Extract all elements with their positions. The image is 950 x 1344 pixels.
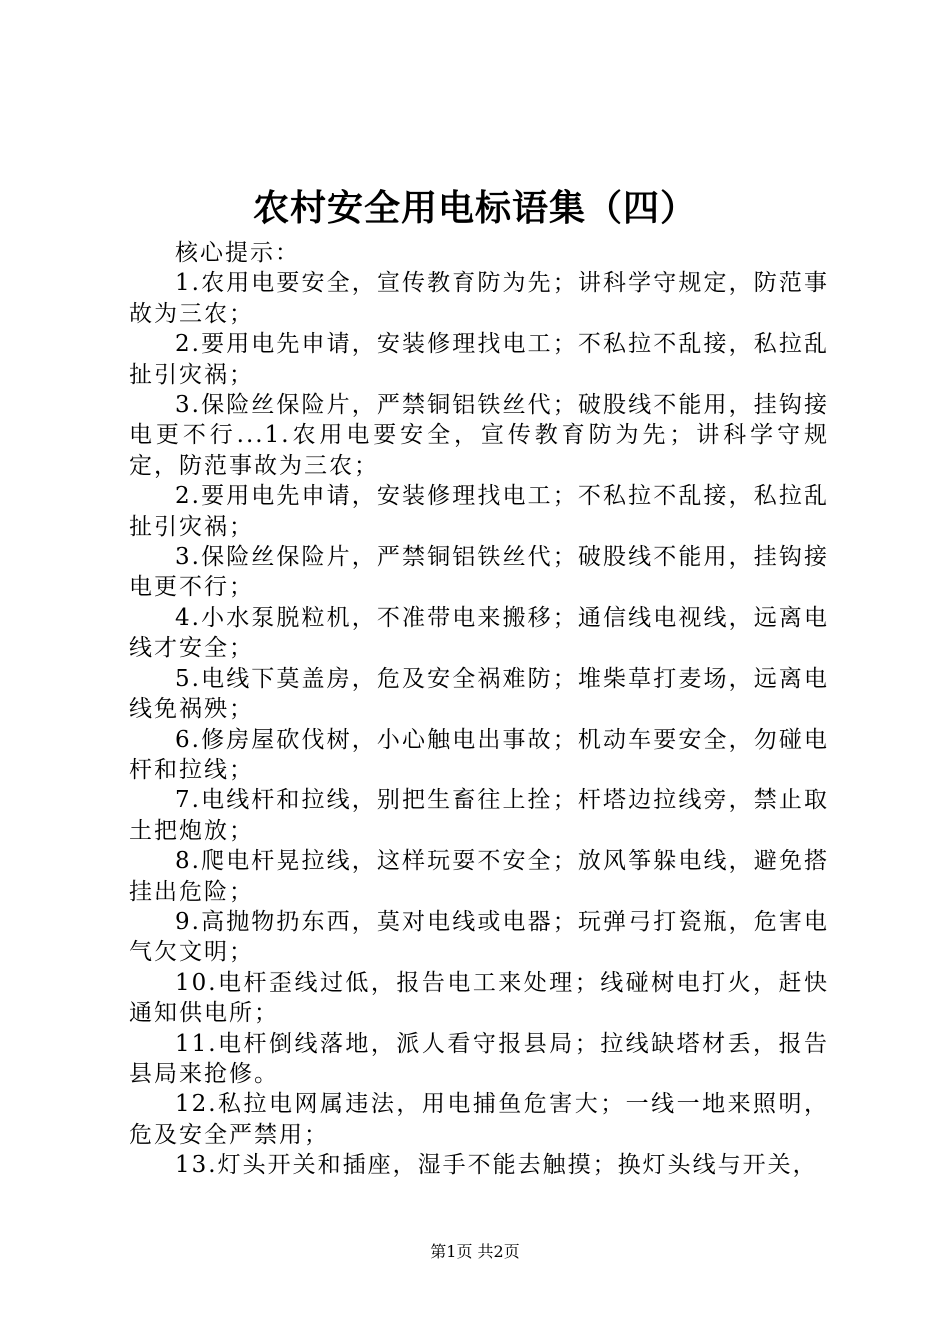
paragraph-item: 10.电杆歪线过低，报告电工来处理；线碰树电打火，赶快通知供电所； <box>129 969 829 1027</box>
paragraph-item: 3.保险丝保险片，严禁铜铝铁丝代；破股线不能用，挂钩接电更不行； <box>129 544 829 601</box>
paragraph-item: 3.保险丝保险片，严禁铜铝铁丝代；破股线不能用，挂钩接电更不行...1.农用电要安全，宣传教育防为先；讲科学守规定，防范事故为三农； <box>129 392 829 479</box>
paragraph-intro: 核心提示： <box>175 240 300 266</box>
paragraph-item: 2.要用电先申请，安装修理找电工；不私拉不乱接，私拉乱扯引灾祸； <box>129 331 829 388</box>
paragraph-item: 6.修房屋砍伐树，小心触电出事故；机动车要安全，勿碰电杆和拉线； <box>129 726 829 783</box>
page-footer: 第1页 共2页 <box>430 1242 520 1261</box>
paragraph-item: 5.电线下莫盖房，危及安全祸难防；堆柴草打麦场，远离电线免祸殃； <box>129 665 829 723</box>
paragraph-item: 12.私拉电网属违法，用电捕鱼危害大；一线一地来照明，危及安全严禁用； <box>129 1091 829 1148</box>
document-title: 农村安全用电标语集（四） <box>252 187 697 229</box>
paragraph-item: 9.高抛物扔东西，莫对电线或电器；玩弹弓打瓷瓶，危害电气欠文明； <box>129 908 829 966</box>
paragraph-item: 2.要用电先申请，安装修理找电工；不私拉不乱接，私拉乱扯引灾祸； <box>129 483 829 540</box>
paragraph-item: 1.农用电要安全，宣传教育防为先；讲科学守规定，防范事故为三农； <box>129 270 829 327</box>
paragraph-item: 8.爬电杆晃拉线，这样玩耍不安全；放风筝躲电线，避免搭挂出危险； <box>129 848 829 905</box>
paragraph-item: 11.电杆倒线落地，派人看守报县局；拉线缺塔材丢，报告县局来抢修。 <box>129 1030 829 1087</box>
paragraph-item: 13.灯头开关和插座，湿手不能去触摸；换灯头线与开关， <box>175 1152 818 1179</box>
document-body <box>129 238 829 1181</box>
paragraph-item: 4.小水泵脱粒机，不准带电来搬移；通信线电视线，远离电线才安全； <box>129 604 829 662</box>
paragraph-item: 7.电线杆和拉线，别把生畜往上拴；杆塔边拉线旁，禁止取土把炮放； <box>129 787 829 844</box>
